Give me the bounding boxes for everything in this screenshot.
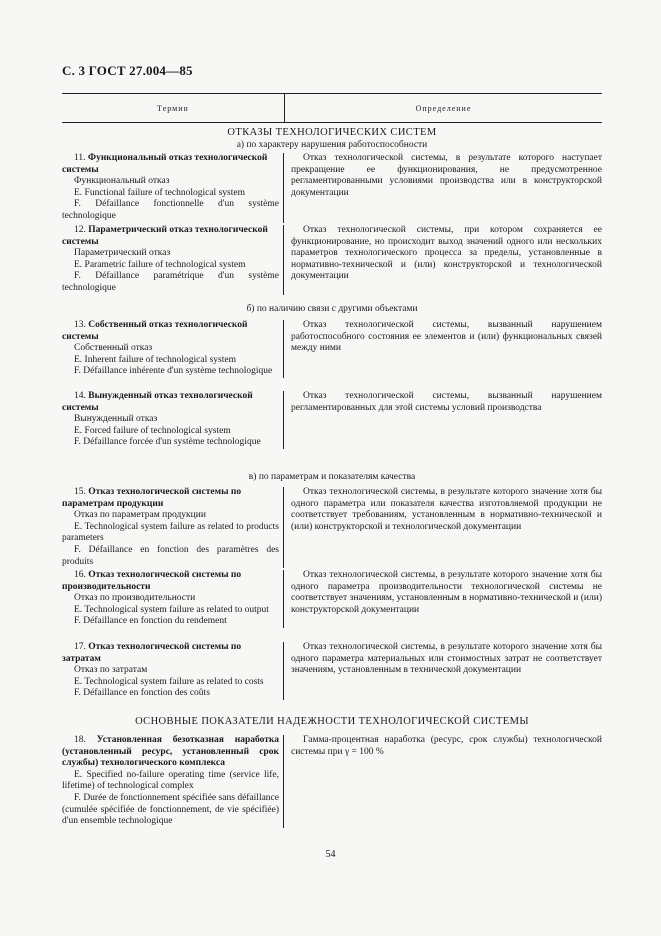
term-ru: Функциональный отказ <box>74 176 170 187</box>
term-fr: F. Durée de fonctionnement spécifiée sans défaillance (cumulée spécifiée de fonctionnement, de vie spécifiée) d'un ensemble technologique <box>62 792 279 827</box>
term-en: E. Forced failure of technological system <box>74 425 231 436</box>
term-row-15: 15. Отказ технологической системы по параметрам продукции Отказ по параметрам продукции E. Technological system failure as related to products parameters F. Défaillance en fonction des paramètres des produits Отказ технологической системы, в результате которого значение хотя бы одного параметра или показателя качества изготовляемой продукции не соответствует требованиям, установленным в нормативно-технической и (или) конструкторской и технологической документации <box>62 487 602 567</box>
term-en: E. Functional failure of technological system <box>74 187 245 198</box>
term-fr: F. Défaillance en fonction des paramètres des produits <box>62 544 279 567</box>
term-fr: F. Défaillance forcée d'un système technologique <box>74 437 261 448</box>
term-en: E. Inherent failure of technological system <box>74 354 236 365</box>
term-name: Собственный отказ технологической системы <box>62 320 248 342</box>
term-ru: Отказ по параметрам продукции <box>74 510 206 521</box>
column-term-header: Термин <box>62 94 285 122</box>
term-name: Установленная безотказная наработка (установленный ресурс, установленный срок службы) технологического комплекса <box>62 735 280 769</box>
term-fr: F. Défaillance fonctionnelle d'un système technologique <box>62 199 279 221</box>
term-ru: Вынужденный отказ <box>74 414 158 425</box>
term-definition: Отказ технологической системы, в результате которого значение хотя бы одного параметра или показателя качества изготовляемой продукции не соответствует требованиям, установленным в нормативно-технической и (или) конструкторской и технологической документации <box>291 487 602 532</box>
term-row-12: 12. Параметрический отказ технологической системы Параметрический отказ E. Parametric failure of technological system F. Défaillance paramétrique d'un système technologique Отказ технологической системы, при котором сохраняется ее функционирование, но происходит выход значений одного или нескольких параметров технологического процесса за пределы, установленные в нормативно-технической и (или) конструкторской и технологической документации <box>62 225 602 293</box>
term-ru: Параметрический отказ <box>74 248 171 259</box>
table-header <box>62 93 602 123</box>
term-row-11: 11. Функциональный отказ технологической системы Функциональный отказ E. Functional failure of technological system F. Défaillance fonctionnelle d'un système technologique Отказ технологической системы, в результате которого наступает прекращение ее функционирования, не предусмотренное регламентированными условиями производства или в конструкторской документации <box>62 153 602 221</box>
subsection-b: б) по наличию связи с другими объектами <box>246 304 418 314</box>
term-fr: F. Défaillance inhérente d'un système technologique <box>74 366 273 377</box>
term-ru: Отказ по производительности <box>74 593 196 604</box>
term-row-13: 13. Собственный отказ технологической системы Собственный отказ E. Inherent failure of technological system F. Défaillance inhérente d'un système technologique Отказ технологической системы, вызванный нарушением работоспособного состояния ее элементов и (или) функциональных связей между ними <box>62 320 602 377</box>
section-title-indicators: ОСНОВНЫЕ ПОКАЗАТЕЛИ НАДЕЖНОСТИ ТЕХНОЛОГИЧЕСКОЙ СИСТЕМЫ <box>135 716 529 727</box>
term-fr: F. Défaillance en fonction des coûts <box>74 688 210 699</box>
term-en: E. Specified no-failure operating time (service life, lifetime) of technological complex <box>62 769 279 792</box>
term-fr: F. Défaillance en fonction du rendement <box>74 616 227 627</box>
subsection-a: а) по характеру нарушения работоспособности <box>236 140 428 150</box>
column-definition-header: Определение <box>415 103 472 113</box>
term-name: Отказ технологической системы по параметрам продукции <box>62 487 242 509</box>
section-title-failures: ОТКАЗЫ ТЕХНОЛОГИЧЕСКИХ СИСТЕМ <box>227 127 437 138</box>
term-definition: Отказ технологической системы, вызванный нарушением регламентированных для этой системы условий производства <box>291 391 602 413</box>
term-en: E. Technological system failure as related to costs <box>74 676 264 687</box>
term-definition: Отказ технологической системы, в результате которого значение хотя бы одного параметра материальных или стоимостных затрат не соответствует значениям, установленным в технической документации <box>291 642 602 676</box>
term-definition: Отказ технологической системы, вызванный нарушением работоспособного состояния ее элементов и (или) функциональных связей между ними <box>291 320 602 354</box>
term-definition: Отказ технологической системы, в результате которого наступает прекращение ее функционирования, не предусмотренное регламентированными условиями производства или в конструкторской документации <box>291 153 602 198</box>
term-en: E. Technological system failure as related to output <box>74 604 269 615</box>
term-name: Отказ технологической системы по затратам <box>62 642 242 664</box>
term-row-14: 14. Вынужденный отказ технологической системы Вынужденный отказ E. Forced failure of technological system F. Défaillance forcée d'un système technologique Отказ технологической системы, вызванный нарушением регламентированных для этой системы условий производства <box>62 391 602 448</box>
term-row-17: 17. Отказ технологической системы по затратам Отказ по затратам E. Technological system failure as related to costs F. Défaillance en fonction des coûts Отказ технологической системы, в результате которого значение хотя бы одного параметра материальных или стоимостных затрат не соответствует значениям, установленным в технической документации <box>62 642 602 699</box>
term-row-16: 16. Отказ технологической системы по производительности Отказ по производительности E. Technological system failure as related to output F. Défaillance en fonction du rendement Отказ технологической системы, в результате которого значение хотя бы одного параметра производительности технологической системы не соответствует значениям, установленным в нормативно-технической и (или) конструкторской документации <box>62 570 602 627</box>
term-fr: F. Défaillance paramétrique d'un système technologique <box>62 271 279 293</box>
term-name: Параметрический отказ технологической системы <box>62 225 268 247</box>
subsection-c: в) по параметрам и показателям качества <box>248 472 416 482</box>
term-name: Вынужденный отказ технологической системы <box>62 391 253 413</box>
term-definition: Отказ технологической системы, в результате которого значение хотя бы одного параметра производительности технологической системы не соответствует значениям, установленным в нормативно-технической и (или) конструкторской документации <box>291 570 602 615</box>
term-en: E. Technological system failure as related to products parameters <box>62 521 279 544</box>
term-ru: Отказ по затратам <box>74 665 148 676</box>
term-en: E. Parametric failure of technological system <box>74 259 246 270</box>
term-name: Отказ технологической системы по производительности <box>62 570 242 592</box>
page-header: С. 3 ГОСТ 27.004—85 <box>62 63 193 78</box>
term-definition: Отказ технологической системы, при котором сохраняется ее функционирование, но происходит выход значений одного или нескольких параметров технологического процесса за пределы, установленные в нормативно-технической и (или) конструкторской и технологической документации <box>291 225 602 282</box>
term-row-18: 18. Установленная безотказная наработка (установленный ресурс, установленный срок службы) технологического комплекса E. Specified no-failure operating time (service life, lifetime) of technological complex F. Durée de fonctionnement spécifiée sans défaillance (cumulée spécifiée de fonctionnement, de vie spécifiée) d'un ensemble technologique Гамма-процентная наработка (ресурс, срок службы) технологической системы при γ = 100 % <box>62 735 602 827</box>
page-number: 54 <box>325 849 336 860</box>
term-ru: Собственный отказ <box>74 343 153 354</box>
term-definition: Гамма-процентная наработка (ресурс, срок службы) технологической системы при γ = 100 % <box>291 735 602 757</box>
term-name: Функциональный отказ технологической системы <box>62 153 268 175</box>
